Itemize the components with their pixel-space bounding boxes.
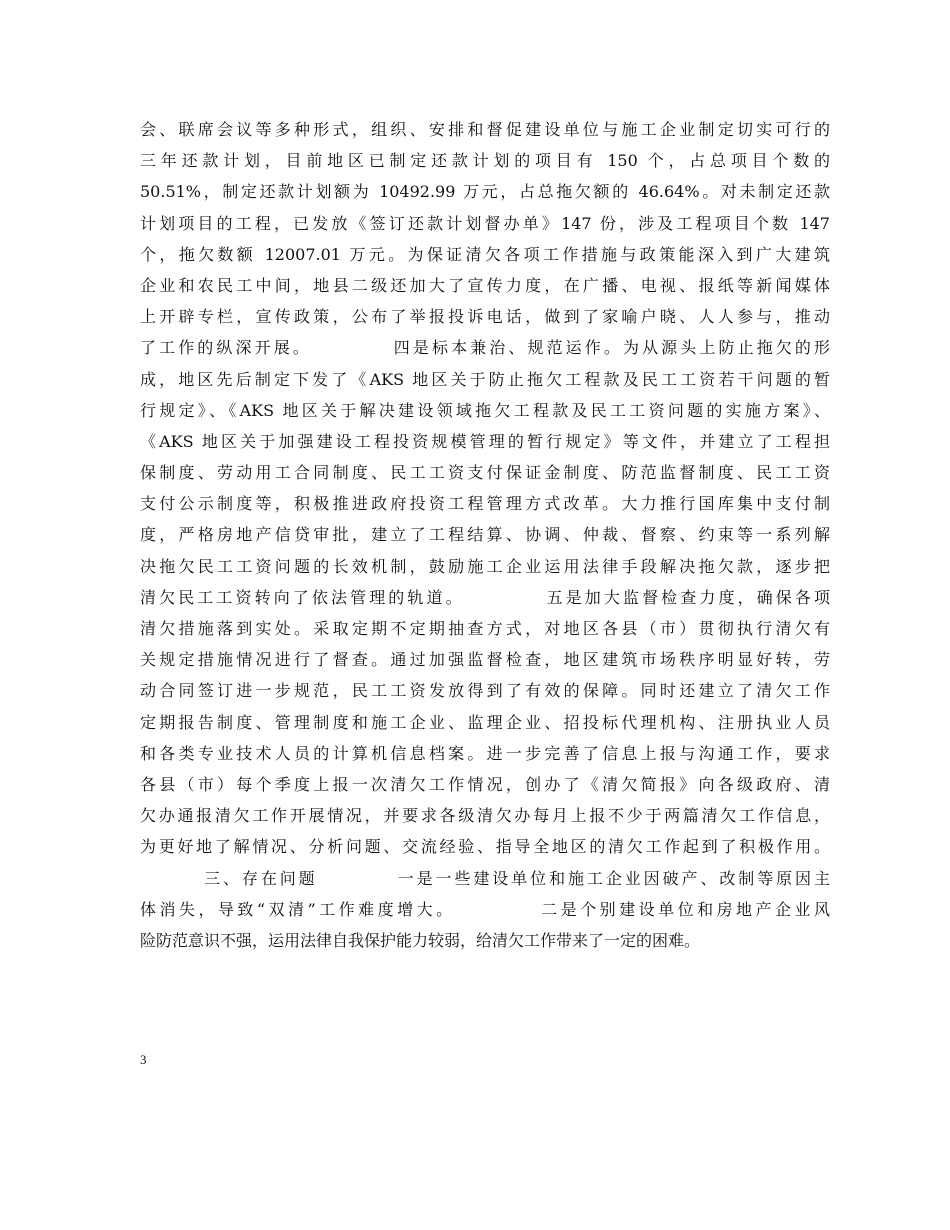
text-line: 关规定措施情况进行了督查。通过加强监督检查，地区建筑市场秩序明显好转，劳 [140,650,830,670]
text-line: 保制度、劳动用工合同制度、民工工资支付保证金制度、防范监督制度、民工工资 [140,463,830,483]
text-line: 险防范意识不强，运用法律自我保护能力较弱，给清欠工作带来了一定的困难。 [140,930,701,950]
text-line: 计划项目的工程，已发放《签订还款计划督办单》147 份，涉及工程项目个数 147 [140,213,830,233]
text-line: 《AKS 地区关于加强建设工程投资规模管理的暂行规定》等文件，并建立了工程担 [140,431,830,451]
text-line: 为更好地了解情况、分析问题、交流经验、指导全地区的清欠工作起到了积极作用。 [140,837,830,857]
text-line: 会、联席会议等多种形式，组织、安排和督促建设单位与施工企业制定切实可行的 [140,120,830,139]
text-line: 企业和农民工中间，地县二级还加大了宣传力度，在广播、电视、报纸等新闻媒体 [140,275,830,295]
body-text [140,114,830,956]
text-line: 50.51%，制定还款计划额为 10492.99 万元，占总拖欠额的 46.64%。对未制定还款 [140,182,830,202]
text-line: 清欠措施落到实处。采取定期不定期抽查方式，对地区各县（市）贯彻执行清欠有 [140,619,830,638]
page-number: 3 [140,1052,147,1067]
text-line: 动合同签订进一步规范，民工工资发放得到了有效的保障。同时还建立了清欠工作 [140,681,830,701]
text-line: 成，地区先后制定下发了《AKS 地区关于防止拖欠工程款及民工工资若干问题的暂 [140,369,830,389]
text-line: 清欠民工工资转向了依法管理的轨道。 五是加大监督检查力度，确保各项 [140,587,830,607]
text-line: 个，拖欠数额 12007.01 万元。为保证清欠各项工作措施与政策能深入到广大建筑 [140,244,830,264]
text-line: 上开辟专栏，宣传政策，公布了举报投诉电话，做到了家喻户晓、人人参与，推动 [140,307,830,327]
text-line: 三年还款计划，目前地区已制定还款计划的项目有 150 个，占总项目个数的 [140,151,830,171]
text-line: 行规定》、《AKS 地区关于解决建设领域拖欠工程款及民工工资问题的实施方案》、 [140,400,830,420]
text-line: 各县（市）每个季度上报一次清欠工作情况，创办了《清欠简报》向各级政府、清 [140,774,830,794]
text-line: 三、存在问题 一是一些建设单位和施工企业因破产、改制等原因主 [140,868,830,888]
text-line: 欠办通报清欠工作开展情况，并要求各级清欠办每月上报不少于两篇清欠工作信息， [140,806,830,826]
text-line: 了工作的纵深开展。 四是标本兼治、规范运作。为从源头上防止拖欠的形 [140,338,830,358]
text-line: 体消失，导致“双清”工作难度增大。 二是个别建设单位和房地产企业风 [140,899,830,919]
text-line: 和各类专业技术人员的计算机信息档案。进一步完善了信息上报与沟通工作，要求 [140,743,830,763]
text-line: 定期报告制度、管理制度和施工企业、监理企业、招投标代理机构、注册执业人员 [140,712,830,732]
text-line: 度，严格房地产信贷审批，建立了工程结算、协调、仲裁、督察、约束等一系列解 [140,525,830,545]
text-line: 支付公示制度等，积极推进政府投资工程管理方式改革。大力推行国库集中支付制 [140,494,830,514]
text-line: 决拖欠民工工资问题的长效机制，鼓励施工企业运用法律手段解决拖欠款，逐步把 [140,556,830,576]
